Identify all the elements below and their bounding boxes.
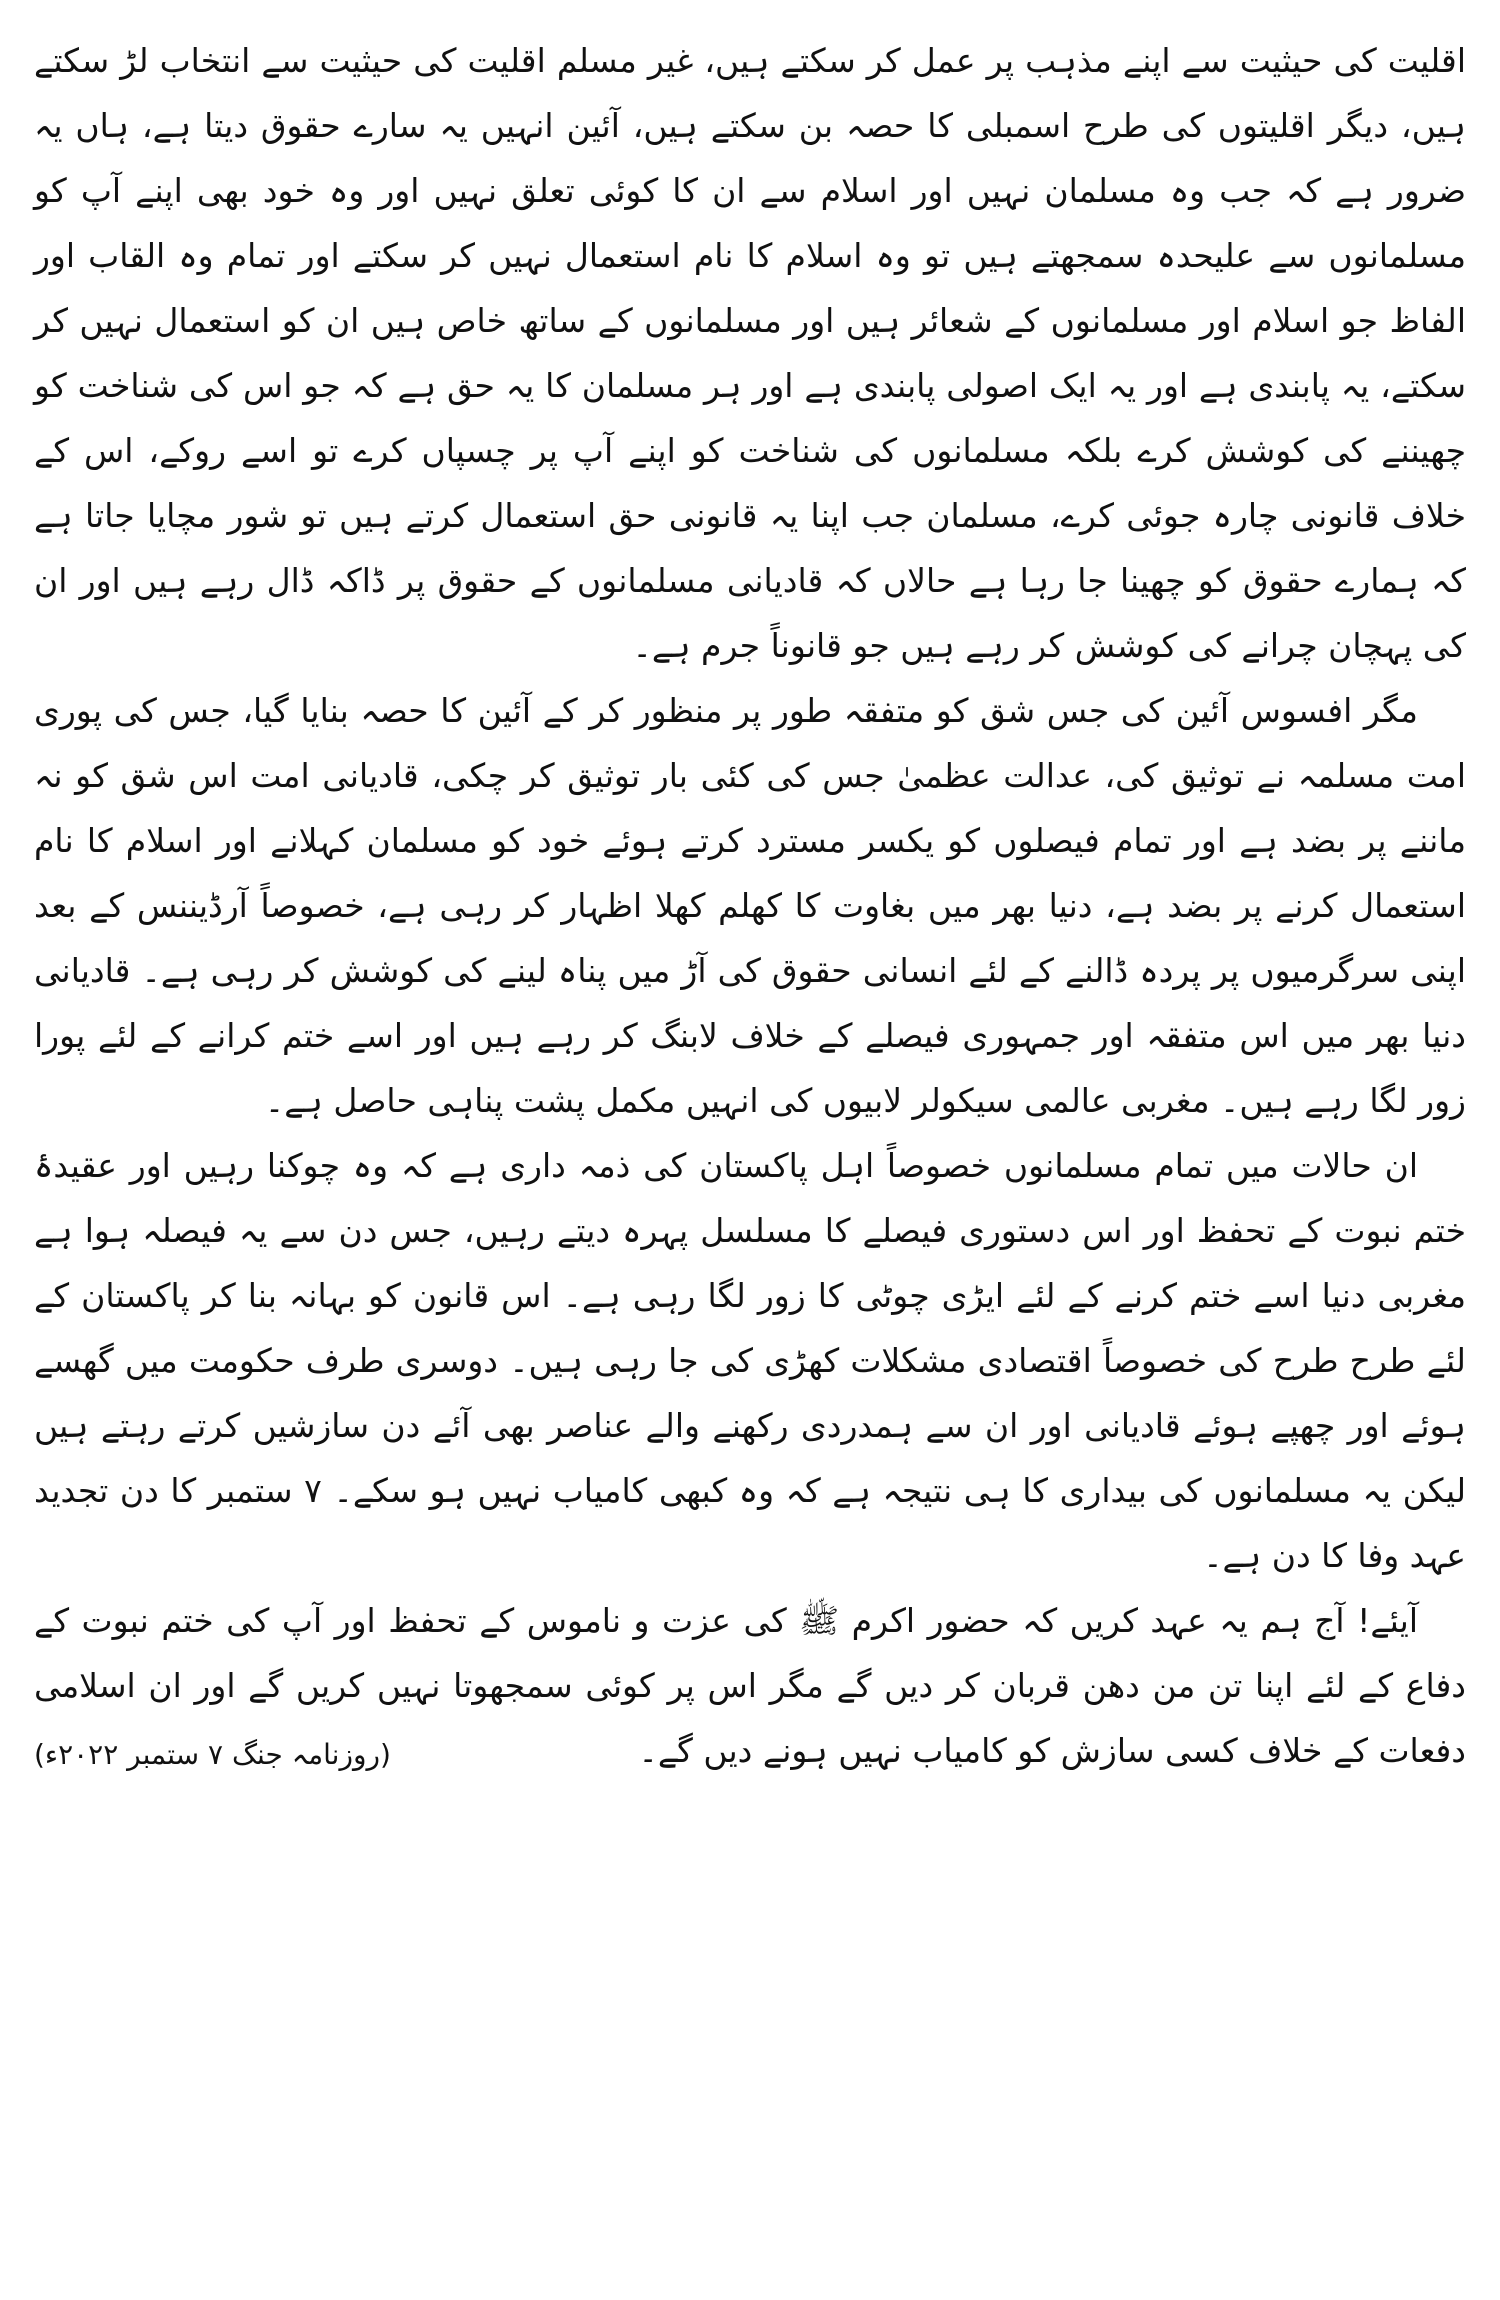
paragraph-2: مگر افسوس آئین کی جس شق کو متفقہ طور پر منظور کر کے آئین کا حصہ بنایا گیا، جس کی پوری امت مسلمہ نے توثیق کی، عدالت عظمیٰ جس کی کئی بار توثیق کر چکی، قادیانی امت اس شق کو نہ ماننے پر بضد ہے اور تمام فیصلوں کو یکسر مسترد کرتے ہوئے خود کو مسلمان کہلانے اور اسلام کا نام استعمال کرنے پر بضد ہے، دنیا بھر میں بغاوت کا کھلم کھلا اظہار کر رہی ہے، خصوصاً آرڈیننس کے بعد اپنی سرگرمیوں پر پردہ ڈالنے کے لئے انسانی حقوق کی آڑ میں پناہ لینے کی کوشش کر رہی ہے۔ قادیانی دنیا بھر میں اس متفقہ اور جمہوری فیصلے کے خلاف لابنگ کر رہے ہیں اور اسے ختم کرانے کے لئے پورا زور لگا رہے ہیں۔ مغربی عالمی سیکولر لابیوں کی انہیں مکمل پشت پناہی حاصل ہے۔ bbox=[34, 691, 1466, 1120]
paragraph-1: اقلیت کی حیثیت سے اپنے مذہب پر عمل کر سکتے ہیں، غیر مسلم اقلیت کی حیثیت سے انتخاب لڑ سکتے ہیں، دیگر اقلیتوں کی طرح اسمبلی کا حصہ بن سکتے ہیں، آئین انہیں یہ سارے حقوق دیتا ہے، ہاں یہ ضرور ہے کہ جب وہ مسلمان نہیں اور اسلام سے ان کا کوئی تعلق نہیں اور وہ خود بھی اپنے آپ کو مسلمانوں سے علیحدہ سمجھتے ہیں تو وہ اسلام کا نام استعمال نہیں کر سکتے اور تمام وہ القاب اور الفاظ جو اسلام اور مسلمانوں کے شعائر ہیں اور مسلمانوں کے ساتھ خاص ہیں ان کو استعمال نہیں کر سکتے، یہ پابندی ہے اور یہ ایک اصولی پابندی ہے اور ہر مسلمان کا یہ حق ہے کہ جو اس کی شناخت کو چھیننے کی کوشش کرے بلکہ مسلمانوں کی شناخت کو اپنے آپ پر چسپاں کرے تو اسے روکے، اس کے خلاف قانونی چارہ جوئی کرے، مسلمان جب اپنا یہ قانونی حق استعمال کرتے ہیں تو شور مچایا جاتا ہے کہ ہمارے حقوق کو چھینا جا رہا ہے حالاں کہ قادیانی مسلمانوں کے حقوق پر ڈاکہ ڈال رہے ہیں اور ان کی پہچان چرانے کی کوشش کر رہے ہیں جو قانوناً جرم ہے۔ bbox=[34, 41, 1466, 665]
source-citation: (روزنامہ جنگ ۷ ستمبر ۲۰۲۲ء) bbox=[34, 1738, 391, 1771]
paragraph-4 bbox=[34, 1588, 1466, 1783]
paragraph-3: ان حالات میں تمام مسلمانوں خصوصاً اہل پاکستان کی ذمہ داری ہے کہ وہ چوکنا رہیں اور عقیدۂ ختم نبوت کے تحفظ اور اس دستوری فیصلے کا مسلسل پہرہ دیتے رہیں، جس دن سے یہ فیصلہ ہوا ہے مغربی دنیا اسے ختم کرنے کے لئے ایڑی چوٹی کا زور لگا رہی ہے۔ اس قانون کو بہانہ بنا کر پاکستان کے لئے طرح طرح کی خصوصاً اقتصادی مشکلات کھڑی کی جا رہی ہیں۔ دوسری طرف حکومت میں گھسے ہوئے اور چھپے ہوئے قادیانی اور ان سے ہمدردی رکھنے والے عناصر بھی آئے دن سازشیں کرتے رہتے ہیں لیکن یہ مسلمانوں کی بیداری کا ہی نتیجہ ہے کہ وہ کبھی کامیاب نہیں ہو سکے۔ ۷ ستمبر کا دن تجدید عہد وفا کا دن ہے۔ bbox=[34, 1146, 1466, 1575]
paragraph-4-text: آیئے! آج ہم یہ عہد کریں کہ حضور اکرم ﷺ کی عزت و ناموس کے تحفظ اور آپ کی ختم نبوت کے دفاع کے لئے اپنا تن من دھن قربان کر دیں گے مگر اس پر کوئی سمجھوتا نہیں کریں گے اور ان اسلامی دفعات کے خلاف کسی سازش کو کامیاب نہیں ہونے دیں گے۔ bbox=[34, 1601, 1466, 1770]
